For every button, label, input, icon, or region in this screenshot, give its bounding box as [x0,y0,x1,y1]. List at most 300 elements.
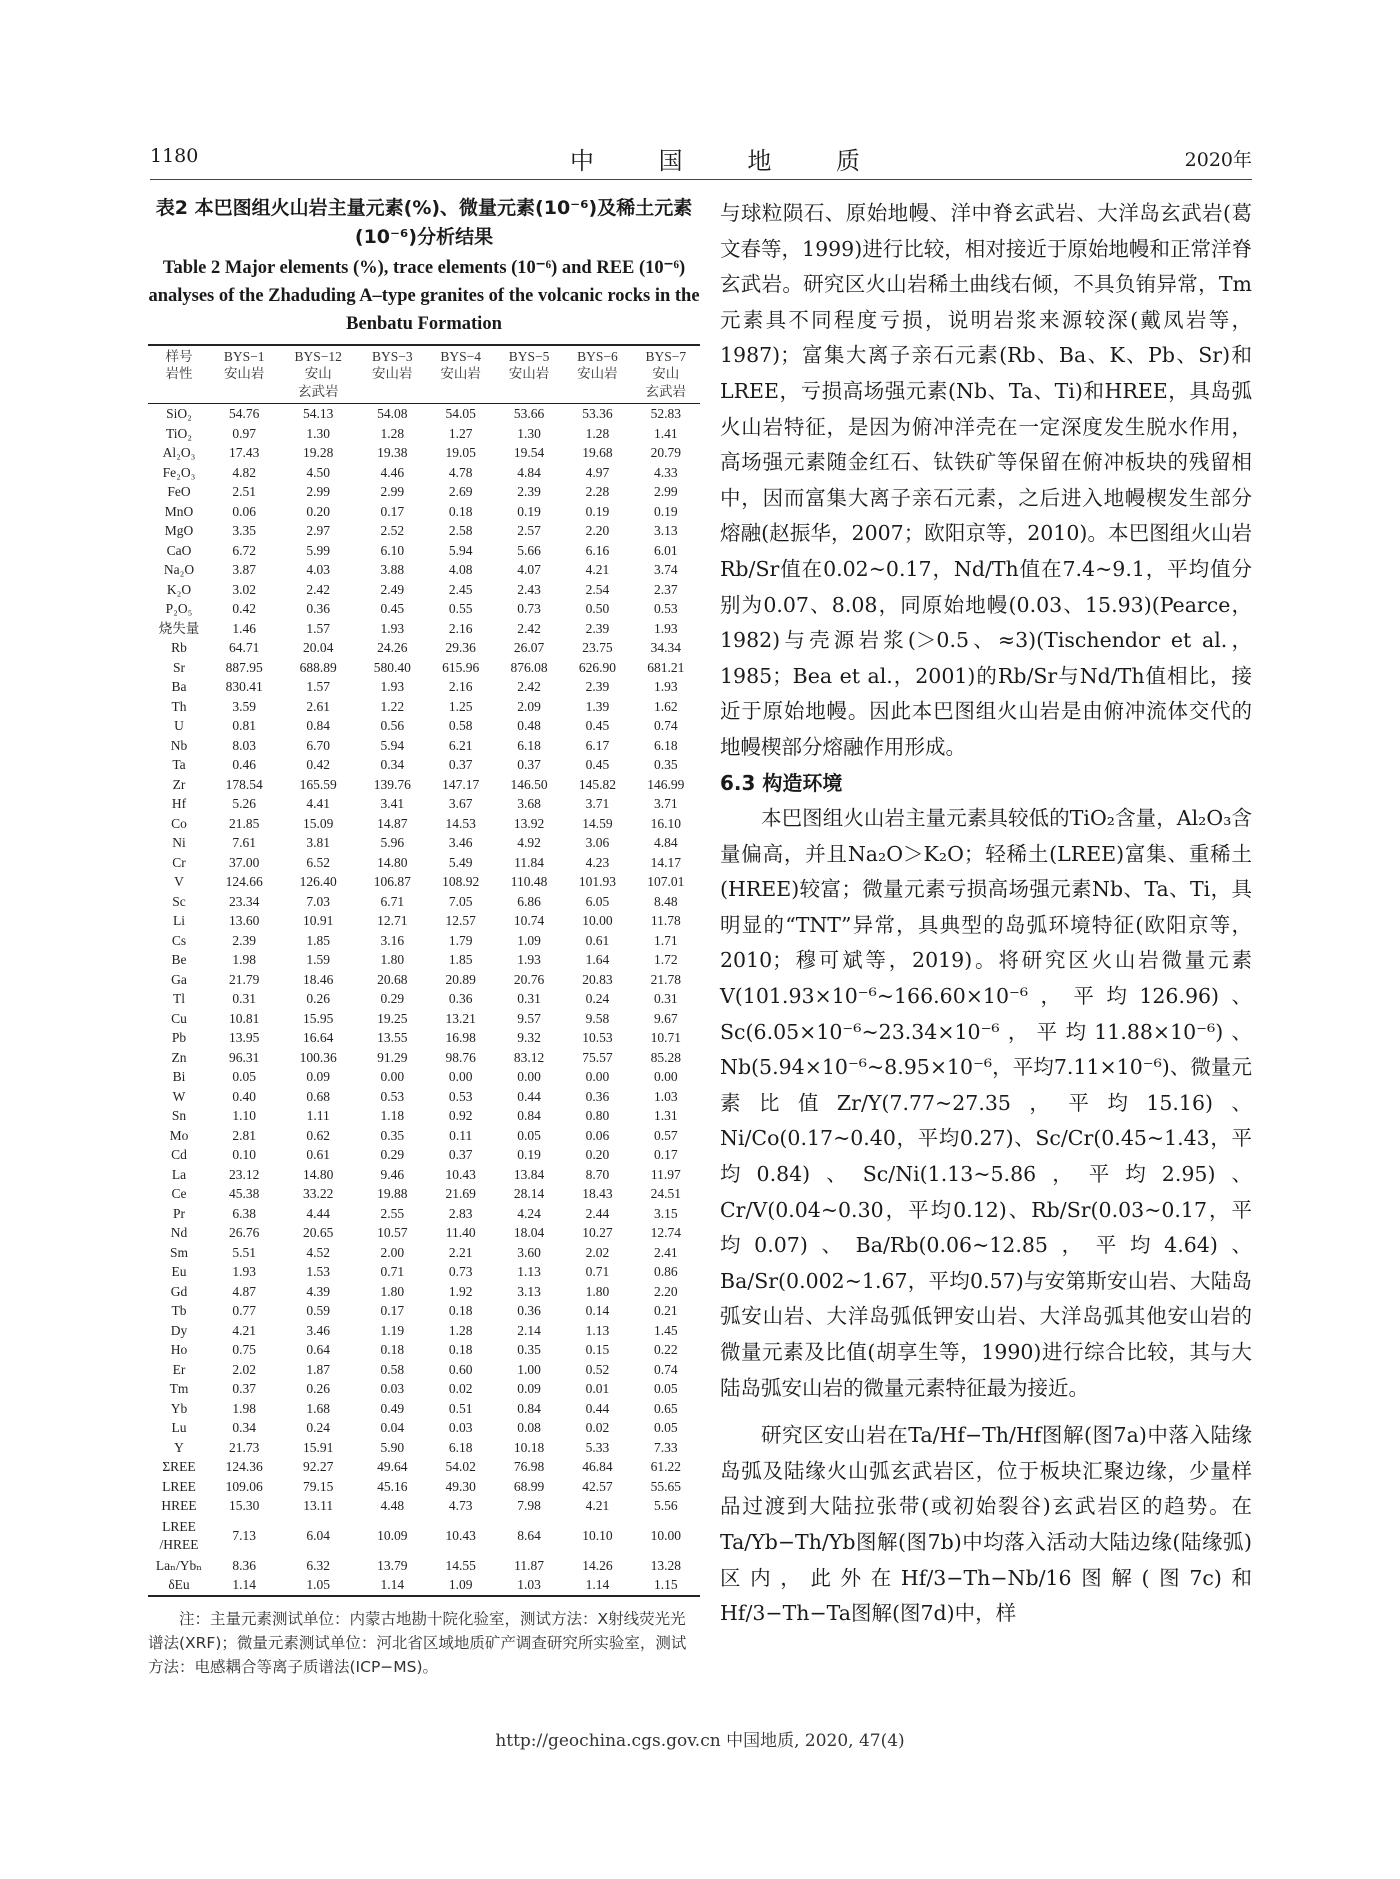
table-cell: 54.02 [445,1459,476,1474]
table-cell: 3.68 [517,796,541,811]
table-cell: 626.90 [578,659,616,675]
element-label: Pb [171,1030,187,1045]
table-cell: 6.86 [517,893,541,909]
table-cell: 0.84 [517,1400,541,1416]
table-cell: 2.39 [585,679,610,694]
journal-title [570,141,860,176]
head-rock: 安山岩 [563,365,631,404]
table-cell: 0.37 [232,1381,256,1396]
table-cell: 1.22 [380,698,405,714]
element-label: Cr [172,854,186,870]
table-cell: 28.14 [513,1186,545,1201]
table-cell: 0.36 [448,991,473,1006]
table-cell: 19.28 [303,445,334,460]
table-cell: 5.99 [306,542,331,558]
table-cell: 12.57 [445,913,476,928]
table-cell: 1.39 [585,698,610,714]
table-cell: 4.73 [448,1498,473,1513]
table-cell: 13.11 [303,1498,334,1513]
table-cell: 0.04 [380,1420,405,1435]
table-cell: 4.50 [306,464,331,480]
table-cell: 1.93 [653,620,678,636]
table-cell: 0.17 [380,1303,405,1318]
table-cell: 0.29 [380,1147,405,1162]
table-cell: 0.36 [306,601,331,616]
table-cell: 2.39 [232,932,256,948]
table-row [148,658,700,678]
table-cell: 2.54 [585,581,610,597]
table-cell: 0.37 [448,757,473,772]
table-cell: 3.46 [306,1322,331,1338]
element-label: Ga [171,971,187,987]
table-cell: 9.32 [517,1030,541,1045]
table-cell: 6.10 [380,542,405,558]
table-cell: 14.80 [377,854,408,870]
table-cell: 13.95 [229,1030,260,1045]
table-cell: 11.40 [445,1225,476,1240]
table-cell: 3.71 [653,796,678,811]
element-label: Co [171,815,187,831]
table-row [148,1556,700,1576]
table-cell: 14.55 [445,1557,476,1573]
table-cell: 0.19 [517,503,541,519]
table-row [148,716,700,736]
table-cell: 1.15 [632,1575,700,1596]
element-label: Ni [172,835,186,850]
table-cell: 1.25 [448,698,473,714]
table-cell: 4.84 [517,464,541,480]
table-cell: 1.27 [448,425,473,441]
table-cell: 0.53 [380,1088,405,1104]
element-label: Li [173,913,185,928]
table-cell: 2.42 [306,581,331,597]
table-row [148,1477,700,1497]
table-cell: 580.40 [373,659,411,675]
table-cell: 0.24 [306,1420,331,1435]
table-cell: 0.01 [585,1381,610,1396]
table-cell: 3.60 [517,1244,541,1260]
element-label: Ho [170,1342,188,1357]
table-row [148,482,700,502]
table-cell: 0.00 [585,1069,610,1084]
element-label: Na₂O [163,562,195,577]
table-cell: 0.61 [306,1147,331,1162]
head-rock: 安山岩 [358,365,426,404]
table-cell: 96.31 [229,1049,260,1065]
table-cell: 615.96 [442,659,480,675]
table-cell: 1.64 [585,952,610,967]
table-cell: 6.72 [232,542,256,558]
table-row [148,580,700,600]
table-cell: 2.14 [517,1322,541,1338]
table-cell: 0.35 [380,1127,405,1143]
table-cell: 54.08 [377,406,408,421]
table-cell: 11.84 [514,854,544,870]
table-cell: 2.83 [448,1205,473,1221]
table-cell: 10.57 [377,1225,408,1240]
table-cell: 106.87 [373,874,411,889]
table-cell: 0.45 [585,757,610,772]
element-label: Sm [169,1244,188,1260]
table-cell: 91.29 [377,1049,408,1065]
table-row [148,1340,700,1360]
page-footer: http://geochina.cgs.gov.cn 中国地质, 2020, 47(4) [495,1731,905,1751]
table-row [148,1087,700,1107]
table-cell: 1.98 [232,952,256,967]
element-label: Bi [172,1069,186,1084]
table-cell: 2.55 [380,1205,405,1221]
table-cell: 20.76 [513,971,545,987]
table-cell: 0.55 [448,601,473,616]
element-label: Sn [171,1108,187,1123]
element-label: Cu [171,1010,187,1026]
table-row [148,1223,700,1243]
table-cell: 17.43 [229,445,260,460]
table-cell: 1.14 [358,1575,426,1596]
table-cell: 20.89 [445,971,476,987]
element-label: Cd [171,1147,187,1162]
table-cell: 0.97 [232,425,256,441]
table-cell: 15.30 [229,1498,260,1513]
table-cell: 1.14 [563,1575,631,1596]
element-label: FeO [167,484,191,499]
table-cell: 2.42 [517,679,541,694]
element-label: Be [171,952,187,967]
table-cell: 16.98 [445,1030,476,1045]
element-label: Nb [170,737,188,753]
table-cell: 8.70 [585,1166,610,1182]
table-cell: 10.43 [445,1166,476,1182]
table-cell: 11.87 [514,1557,544,1573]
table-cell: 0.46 [232,757,256,772]
element-label: Ba [171,679,187,694]
table-cell: 54.05 [445,406,476,421]
element-label: P₂O₅ [165,601,193,616]
table-caption-cn: 表2 本巴图组火山岩主量元素(%)、微量元素(10⁻⁶)及稀土元素(10⁻⁶)分析结果 [155,197,693,248]
table-cell: 46.84 [582,1459,613,1474]
table-cell: 2.61 [306,698,331,714]
table-cell: 2.20 [585,523,610,538]
table-cell: 3.74 [653,562,678,577]
table-cell: 1.93 [380,620,405,636]
table-cell: 4.21 [585,562,610,577]
table-cell: 11.78 [650,913,681,928]
table-cell: 1.92 [448,1283,473,1299]
table-cell: 0.64 [306,1342,331,1357]
table-cell: 83.12 [513,1049,545,1065]
table-row [148,1360,700,1380]
table-cell: 7.61 [232,835,256,850]
table-cell: 53.36 [582,406,613,421]
table-cell: 2.00 [380,1244,405,1260]
table-cell: 4.08 [448,562,473,577]
table-cell: 100.36 [299,1049,337,1065]
element-label: Mo [169,1127,189,1143]
table-cell: 0.05 [653,1381,678,1396]
table-cell: 0.00 [380,1069,405,1084]
table-cell: 2.99 [653,484,678,499]
table-cell: 1.71 [653,932,678,948]
table-cell: 876.08 [510,659,548,675]
running-header [150,145,1252,175]
table-row [148,599,700,619]
table-cell: 0.42 [306,757,331,772]
table-cell: 2.43 [517,581,541,597]
table-cell: 6.52 [306,854,331,870]
table-cell: 0.36 [585,1088,610,1104]
table-row [148,1438,700,1458]
table-cell: 0.21 [653,1303,678,1318]
body-text-column [720,196,1252,1632]
table-cell: 0.19 [653,503,678,519]
table-cell: 9.67 [653,1010,678,1026]
element-label: Er [172,1361,186,1377]
head-rock: 安山岩 [495,365,563,404]
table-row [148,1028,700,1048]
table-cell: 1.30 [306,425,331,441]
element-label: Tb [171,1303,187,1318]
table-row [148,697,700,717]
table-cell: 54.76 [229,406,260,421]
table-row [148,1301,700,1321]
table-cell: 6.18 [448,1439,473,1455]
table-cell: 45.16 [377,1478,408,1494]
table-row [148,1106,700,1126]
table-cell: 4.46 [380,464,405,480]
table-cell: 24.51 [650,1186,681,1201]
table-row [148,775,700,795]
table-cell: 1.28 [585,425,610,441]
table-row [148,1321,700,1341]
table-cell: 21.73 [229,1439,260,1455]
table-head-row-rocks [148,365,700,404]
table-cell: 0.18 [380,1342,405,1357]
table-cell: 8.64 [517,1527,541,1543]
element-label: MgO [164,523,194,538]
table-cell: 2.41 [653,1244,678,1260]
table-cell: 3.15 [653,1205,678,1221]
table-cell: 5.66 [517,542,541,558]
table-cell: 2.52 [380,523,405,538]
table-cell: 830.41 [225,679,263,694]
table-cell: 61.22 [650,1459,681,1474]
table-cell: 124.66 [225,874,263,889]
table-row [148,1575,700,1596]
table-cell: 18.04 [513,1225,545,1240]
table-cell: 1.87 [306,1361,331,1377]
table-cell: 3.46 [448,835,473,850]
table-cell: 0.84 [306,718,331,733]
table-cell: 19.38 [377,445,408,460]
table-cell: 1.03 [653,1088,678,1104]
table-cell: 146.99 [647,776,685,792]
table-cell: 2.39 [585,620,610,636]
table-cell: 0.53 [448,1088,473,1104]
table-cell: 10.10 [582,1527,613,1543]
journal-char: 质 [835,147,860,175]
table-cell: 10.09 [377,1527,408,1543]
table-cell: 5.96 [380,835,405,850]
table-cell: 23.34 [229,893,260,909]
table-cell: 4.03 [306,562,331,577]
element-label: Y [174,1439,184,1455]
table-cell: 0.44 [585,1400,610,1416]
table-cell: 75.57 [582,1049,613,1065]
table-cell: 0.05 [517,1127,541,1143]
table-cell: 0.49 [380,1400,405,1416]
table-cell: 0.71 [585,1264,610,1279]
table-cell: 1.85 [306,932,331,948]
head-sample: BYS−1 [210,345,278,365]
table-row [148,521,700,541]
table-cell: 5.49 [448,854,473,870]
table-cell: 101.93 [578,874,616,889]
table-cell: 0.18 [448,1303,473,1318]
element-label: Cs [171,932,187,948]
table-cell: 2.02 [232,1361,256,1377]
table-cell: 10.00 [650,1527,681,1543]
head-sample: BYS−7 [632,345,700,365]
table-cell: 2.28 [585,484,610,499]
element-label: K₂O [166,581,192,597]
table-cell: 1.09 [426,1575,494,1596]
table-cell: 23.12 [229,1166,260,1182]
table-note: 注：主量元素测试单位：内蒙古地勘十院化验室，测试方法：X射线荧光光谱法(XRF)；微量元素测试单位：河北省区域地质矿产调查研究所实验室，测试方法：电感耦合等离子质谱法(ICP−MS)。 [148,1609,687,1676]
table-cell: 1.09 [517,932,541,948]
element-label: Dy [170,1322,188,1338]
table-cell: 2.42 [517,620,541,636]
journal-char: 地 [747,147,772,175]
table-cell: 1.28 [380,425,405,441]
year: 2020年 [1184,149,1252,171]
element-label: U [174,718,184,733]
table-cell: 6.38 [232,1205,256,1221]
element-label: Sr [172,659,185,675]
table-cell: 1.80 [380,952,405,967]
table-cell: 10.27 [582,1225,613,1240]
table-cell: 3.13 [517,1283,541,1299]
head-rock: 安山 玄武岩 [632,365,700,404]
table-cell: 0.26 [306,1381,331,1396]
table-cell: 6.18 [517,737,541,753]
table-cell: 1.14 [210,1575,278,1596]
table-cell: 0.08 [517,1420,541,1435]
head-sample: BYS−4 [426,345,494,365]
head-rock-label: 岩性 [148,365,210,404]
table-cell: 0.37 [448,1147,473,1162]
table-row [148,950,700,970]
table-cell: 1.80 [380,1283,405,1299]
table-cell: 0.24 [585,991,610,1006]
table-cell: 1.93 [653,679,678,694]
table-cell: 34.34 [650,640,681,655]
table-cell: 68.99 [513,1478,545,1494]
table-cell: 19.54 [513,445,545,460]
table-cell: 1.28 [448,1322,473,1338]
table-cell: 98.76 [445,1049,476,1065]
table-cell: 2.97 [306,523,331,538]
table-row [148,502,700,522]
table-cell: 0.26 [306,991,331,1006]
table-cell: 0.36 [517,1303,541,1318]
table-cell: 1.68 [306,1400,331,1416]
table-cell: 10.91 [303,913,334,928]
table-cell: 0.74 [653,718,678,733]
table-cell: 0.03 [448,1420,473,1435]
table-cell: 14.26 [582,1557,613,1573]
table-head-row-samples [148,345,700,365]
table-cell: 0.00 [517,1069,541,1084]
table-cell: 6.21 [448,737,473,753]
table-row [148,619,700,639]
table-row [148,970,700,990]
table-cell: 0.18 [448,1342,473,1357]
table-cell: 107.01 [647,874,685,889]
table-row [148,541,700,561]
table-cell: 8.36 [232,1557,256,1573]
table-cell: 0.44 [517,1088,541,1104]
table-cell: 4.82 [232,464,256,480]
table-cell: 0.80 [585,1108,610,1123]
table-cell: 0.62 [306,1127,331,1143]
table-cell: 0.19 [585,503,610,519]
table-cell: 3.81 [306,835,331,850]
table-cell: 2.39 [517,484,541,499]
table-cell: 29.36 [445,640,476,655]
table-cell: 6.70 [306,737,331,753]
table-cell: 4.78 [448,464,473,480]
element-label: Rb [171,640,187,655]
table-cell: 33.22 [303,1186,334,1201]
element-label: Th [171,698,187,714]
table-cell: 1.80 [585,1283,610,1299]
header-rule [150,179,1252,180]
element-label: Lu [171,1420,187,1435]
element-label: Ta [172,757,186,772]
table-cell: 0.00 [653,1069,678,1084]
table-column [148,194,700,1679]
table-cell: 49.30 [445,1478,476,1494]
table-cell: 3.02 [232,581,256,597]
table-cell: 0.11 [449,1127,473,1143]
table-cell: 2.99 [380,484,405,499]
table-cell: 85.28 [650,1049,681,1065]
element-label: LREE /HREE [159,1518,199,1552]
page-number: 1180 [150,145,199,167]
table-cell: 13.28 [650,1557,681,1573]
table-cell: 0.59 [306,1303,331,1318]
table-cell: 146.50 [510,776,548,792]
table-cell: 0.75 [232,1342,256,1357]
table-row [148,677,700,697]
table-cell: 0.58 [448,718,473,733]
element-label: ΣREE [162,1459,196,1474]
table-cell: 0.29 [380,991,405,1006]
table-cell: 0.31 [232,991,256,1006]
paragraph: 与球粒陨石、原始地幔、洋中脊玄武岩、大洋岛玄武岩(葛文春等，1999)进行比较，相对接近于原始地幔和正常洋脊玄武岩。研究区火山岩稀土曲线右倾，不具负铕异常，Tm元素具不同程度亏损，说明岩浆来源较深(戴凤岩等，1987)；富集大离子亲石元素(Rb、Ba、K、Pb、Sr)和LREE，亏损高场强元素(Nb、Ta、Ti)和HREE，具岛弧火山岩特征，是因为俯冲洋壳在一定深度发生脱水作用，高场强元素随金红石、钛铁矿等保留在俯冲板块的残留相中，因而富集大离子亲石元素，之后进入地幔楔发生部分熔融(赵振华，2007；欧阳京等，2010)。本巴图组火山岩Rb/Sr值在0.02~0.17，Nd/Th值在7.4~9.1，平均值分别为0.07、8.08，同原始地幔(0.03、15.93)(Pearce，1982)与壳源岩浆(＞0.5、≈3)(Tischendor et al.，1985；Bea et al.，2001)的Rb/Sr与Nd/Th值相比，接近于原始地幔。因此本巴图组火山岩是由俯冲流体交代的地幔楔部分熔融作用形成。 [720,201,1252,759]
table-cell: 1.30 [517,425,541,441]
table-cell: 14.87 [377,815,408,831]
table-cell: 2.49 [380,581,405,597]
table-row [148,638,700,658]
table-cell: 0.35 [653,757,678,772]
element-label: δEu [148,1575,210,1596]
table-cell: 1.85 [448,952,473,967]
table-cell: 1.13 [585,1322,610,1338]
table-body [148,404,700,1596]
table-cell: 21.78 [650,971,681,987]
table-cell: 21.85 [229,815,260,831]
